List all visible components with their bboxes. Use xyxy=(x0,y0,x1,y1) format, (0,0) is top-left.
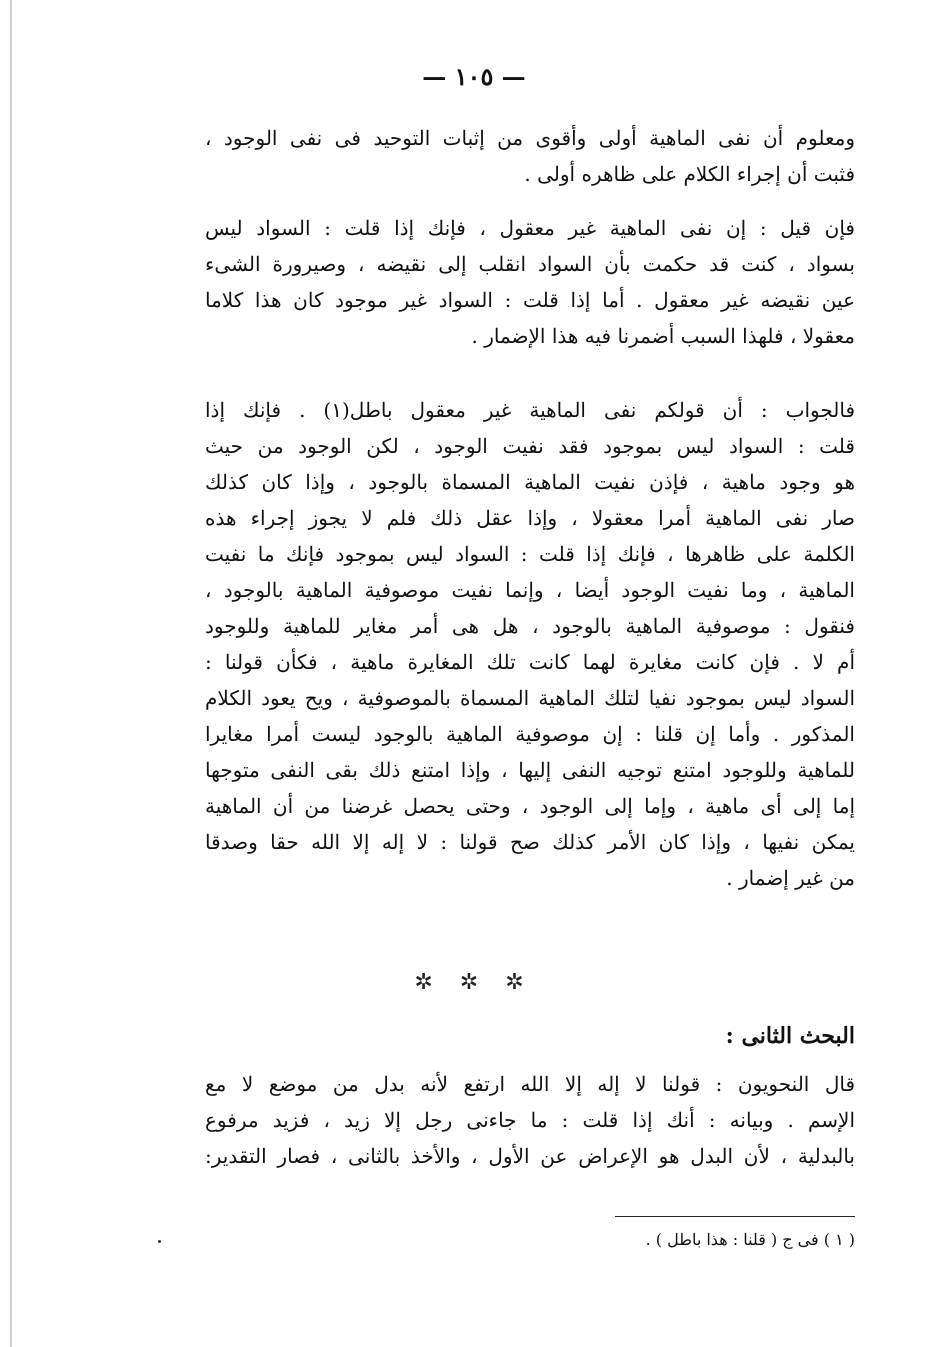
paragraph-line: من غير إضمار . xyxy=(726,866,855,890)
paragraph-line: ومعلوم أن نفى الماهية أولى وأقوى من إثبات التوحيد فى نفى الوجود ، xyxy=(205,126,855,150)
paragraph-line: يمكن نفيها ، وإذا كان الأمر كذلك صح قولنا : لا إله إلا الله حقا وصدقا xyxy=(205,830,855,854)
paragraph-line: الماهية ، وما نفيت الوجود أيضا ، وإنما نفيت موصوفية الماهية بالوجود ، xyxy=(205,578,855,602)
paragraph-line: معقولا ، فلهذا السبب أضمرنا فيه هذا الإضمار . xyxy=(471,324,855,348)
footnote-separator xyxy=(615,1216,855,1217)
paragraph-line: هو وجود ماهية ، فإذن نفيت الماهية المسماة بالوجود ، وإذا كان كذلك xyxy=(205,470,855,494)
paragraph-line: عين نقيضه غير معقول . أما إذا قلت : السواد غير موجود كان هذا كلاما xyxy=(205,288,855,312)
paragraph-2 xyxy=(205,210,855,354)
paragraph-line: قال النحويون : قولنا لا إله إلا الله ارتفع لأنه بدل من موضع لا مع xyxy=(205,1072,855,1096)
paragraph-line: المذكور . وأما إن قلنا : إن موصوفية الماهية بالوجود ليست أمرا مغايرا xyxy=(205,722,855,746)
paragraph-line: فإن قيل : إن نفى الماهية غير معقول ، فإنك إذا قلت : السواد ليس xyxy=(205,216,855,240)
paragraph-line: إما إلى أى ماهية ، وإما إلى الوجود ، وحتى يحصل غرضنا من أن الماهية xyxy=(205,794,855,818)
paragraph-line: السواد ليس بموجود نفيا لتلك الماهية المسماة بالموصوفية ، ويح يعود الكلام xyxy=(205,686,855,710)
paragraph-line: قلت : السواد ليس بموجود فقد نفيت الوجود ، لكن الوجود من حيث xyxy=(205,434,855,458)
paragraph-line: فنقول : موصوفية الماهية بالوجود ، هل هى أمر مغاير للماهية وللوجود xyxy=(205,614,855,638)
section-paragraph xyxy=(205,1066,855,1174)
paragraph-line: بالبدلية ، لأن البدل هو الإعراض عن الأول ، والأخذ بالثانى ، فصار التقدير: xyxy=(205,1144,855,1168)
paragraph-line: الإسم . وبيانه : أنك إذا قلت : ما جاءنى رجل إلا زيد ، فزيد مرفوع xyxy=(205,1108,855,1132)
paragraph-line: بسواد ، كنت قد حكمت بأن السواد انقلب إلى نقيضه ، وصيرورة الشىء xyxy=(205,252,855,276)
footnote: ( ١ ) فى ج ( قلنا : هذا باطل ) . xyxy=(645,1230,855,1249)
page-number: — ١٠٥ — xyxy=(422,62,526,91)
paragraph-line: فالجواب : أن قولكم نفى الماهية غير معقول باطل(١) . فإنك إذا xyxy=(205,398,855,422)
paragraph-line: الكلمة على ظاهرها ، فإنك إذا قلت : السواد ليس بموجود فإنك ما نفيت xyxy=(205,542,855,566)
scan-speck xyxy=(158,1240,161,1243)
paragraph-line: للماهية وللوجود امتنع توجيه النفى إليها ، وإذا امتنع ذلك بقى النفى متوجها xyxy=(205,758,855,782)
section-divider-ornament: ✲ ✲ ✲ xyxy=(414,970,534,995)
section-title: البحث الثانى : xyxy=(725,1023,855,1049)
paragraph-line: فثبت أن إجراء الكلام على ظاهره أولى . xyxy=(524,162,855,186)
paragraph-line: صار نفى الماهية أمرا معقولا ، وإذا عقل ذلك فلم لا يجوز إجراء هذه xyxy=(205,506,855,530)
paragraph-1 xyxy=(205,120,855,192)
paragraph-3 xyxy=(205,392,855,896)
paragraph-line: أم لا . فإن كانت مغايرة لهما كانت تلك المغايرة ماهية ، فكأن قولنا : xyxy=(205,650,855,674)
